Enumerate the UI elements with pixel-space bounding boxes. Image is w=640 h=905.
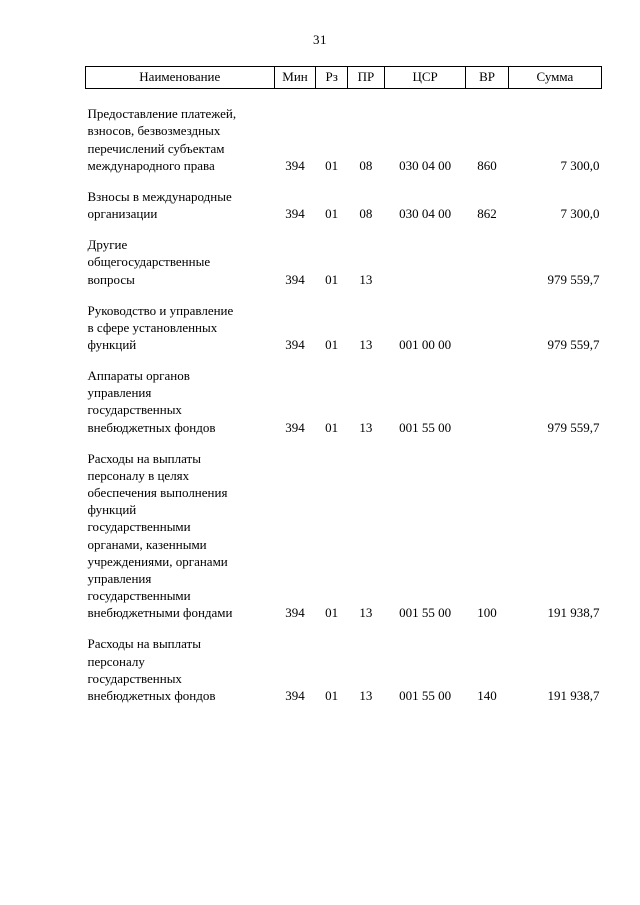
cell-sum: 7 300,0 — [560, 157, 600, 173]
name-line: органами, казенными — [87, 536, 207, 552]
cell-rz: 01 — [325, 605, 339, 621]
table-row — [86, 288, 602, 353]
table-header-row — [86, 67, 602, 89]
column-header-vr: ВР — [466, 67, 508, 89]
name-line: Другие — [87, 237, 128, 253]
cell-min: 394 — [285, 271, 305, 287]
name-line: Расходы на выплаты — [87, 636, 201, 652]
name-line: международного права — [87, 157, 215, 173]
name-line: в сфере установленных — [87, 319, 218, 335]
name-line: государственных — [87, 402, 182, 418]
cell-sum: 191 938,7 — [547, 687, 600, 703]
name-line: учреждениями, органами — [87, 553, 228, 569]
cell-rz: 01 — [325, 157, 339, 173]
name-line: управления — [87, 570, 152, 586]
cell-vr: 100 — [477, 605, 497, 621]
column-header-min: Мин — [274, 67, 316, 89]
cell-pr: 13 — [359, 271, 373, 287]
cell-csr: 030 04 00 — [399, 157, 452, 173]
cell-sum: 191 938,7 — [547, 605, 600, 621]
name-line: вопросы — [87, 271, 135, 287]
cell-min: 394 — [285, 687, 305, 703]
cell-csr — [384, 222, 465, 287]
cell-name — [86, 174, 275, 222]
cell-min: 394 — [285, 337, 305, 353]
column-header-name: Наименование — [86, 67, 275, 89]
cell-rz: 01 — [325, 687, 339, 703]
cell-name — [86, 89, 275, 174]
name-line: функций — [87, 337, 137, 353]
name-line: Расходы на выплаты — [87, 450, 201, 466]
cell-min: 394 — [285, 157, 305, 173]
cell-rz: 01 — [325, 419, 339, 435]
cell-name — [86, 222, 275, 287]
cell-sum: 979 559,7 — [547, 419, 600, 435]
name-line: Взносы в международные — [87, 188, 232, 204]
name-line: внебюджетных фондов — [87, 687, 216, 703]
name-line: государственными — [87, 519, 191, 535]
cell-csr: 001 55 00 — [399, 605, 452, 621]
table-row — [86, 222, 602, 287]
cell-sum: 979 559,7 — [547, 337, 600, 353]
cell-pr: 13 — [359, 337, 373, 353]
column-header-pr: ПР — [347, 67, 384, 89]
name-line: взносов, безвозмездных — [87, 123, 221, 139]
name-line: Руководство и управление — [87, 302, 234, 318]
name-line: Предоставление платежей, — [87, 106, 237, 122]
cell-vr: 860 — [477, 157, 497, 173]
name-line: персоналу — [87, 653, 145, 669]
cell-pr: 08 — [359, 157, 373, 173]
name-line: организации — [87, 206, 158, 222]
name-line: управления — [87, 385, 152, 401]
column-header-rz: Рз — [316, 67, 347, 89]
cell-rz: 01 — [325, 206, 339, 222]
name-line: Аппараты органов — [87, 368, 190, 384]
cell-csr: 001 55 00 — [399, 419, 452, 435]
table-row — [86, 89, 602, 174]
cell-name — [86, 353, 275, 436]
cell-sum: 7 300,0 — [560, 206, 600, 222]
cell-vr — [466, 288, 508, 353]
name-line: общегосударственные — [87, 254, 211, 270]
cell-min: 394 — [285, 605, 305, 621]
column-header-csr: ЦСР — [384, 67, 465, 89]
table-row — [86, 621, 602, 704]
cell-min: 394 — [285, 419, 305, 435]
cell-vr: 140 — [477, 687, 497, 703]
cell-pr: 13 — [359, 687, 373, 703]
cell-rz: 01 — [325, 271, 339, 287]
name-line: государственными — [87, 588, 191, 604]
cell-sum: 979 559,7 — [547, 271, 600, 287]
name-line: функций — [87, 502, 137, 518]
table-row — [86, 353, 602, 436]
table-row — [86, 174, 602, 222]
name-line: персоналу в целях — [87, 467, 190, 483]
budget-table-container — [85, 66, 602, 704]
cell-vr: 862 — [477, 206, 497, 222]
cell-vr — [466, 222, 508, 287]
column-header-sum: Сумма — [508, 67, 601, 89]
name-line: государственных — [87, 670, 182, 686]
cell-pr: 13 — [359, 605, 373, 621]
cell-csr: 030 04 00 — [399, 206, 452, 222]
cell-pr: 08 — [359, 206, 373, 222]
cell-name — [86, 436, 275, 622]
name-line: внебюджетных фондов — [87, 419, 216, 435]
page-number: 31 — [313, 32, 327, 47]
cell-vr — [466, 353, 508, 436]
cell-csr: 001 55 00 — [399, 687, 452, 703]
cell-csr: 001 00 00 — [399, 337, 452, 353]
table-body — [86, 89, 602, 704]
cell-name — [86, 288, 275, 353]
cell-rz: 01 — [325, 337, 339, 353]
table-row — [86, 436, 602, 622]
budget-table — [85, 66, 602, 704]
name-line: обеспечения выполнения — [87, 485, 228, 501]
cell-name — [86, 621, 275, 704]
name-line: перечислений субъектам — [87, 140, 225, 156]
cell-min: 394 — [285, 206, 305, 222]
cell-pr: 13 — [359, 419, 373, 435]
name-line: внебюджетными фондами — [87, 605, 233, 621]
